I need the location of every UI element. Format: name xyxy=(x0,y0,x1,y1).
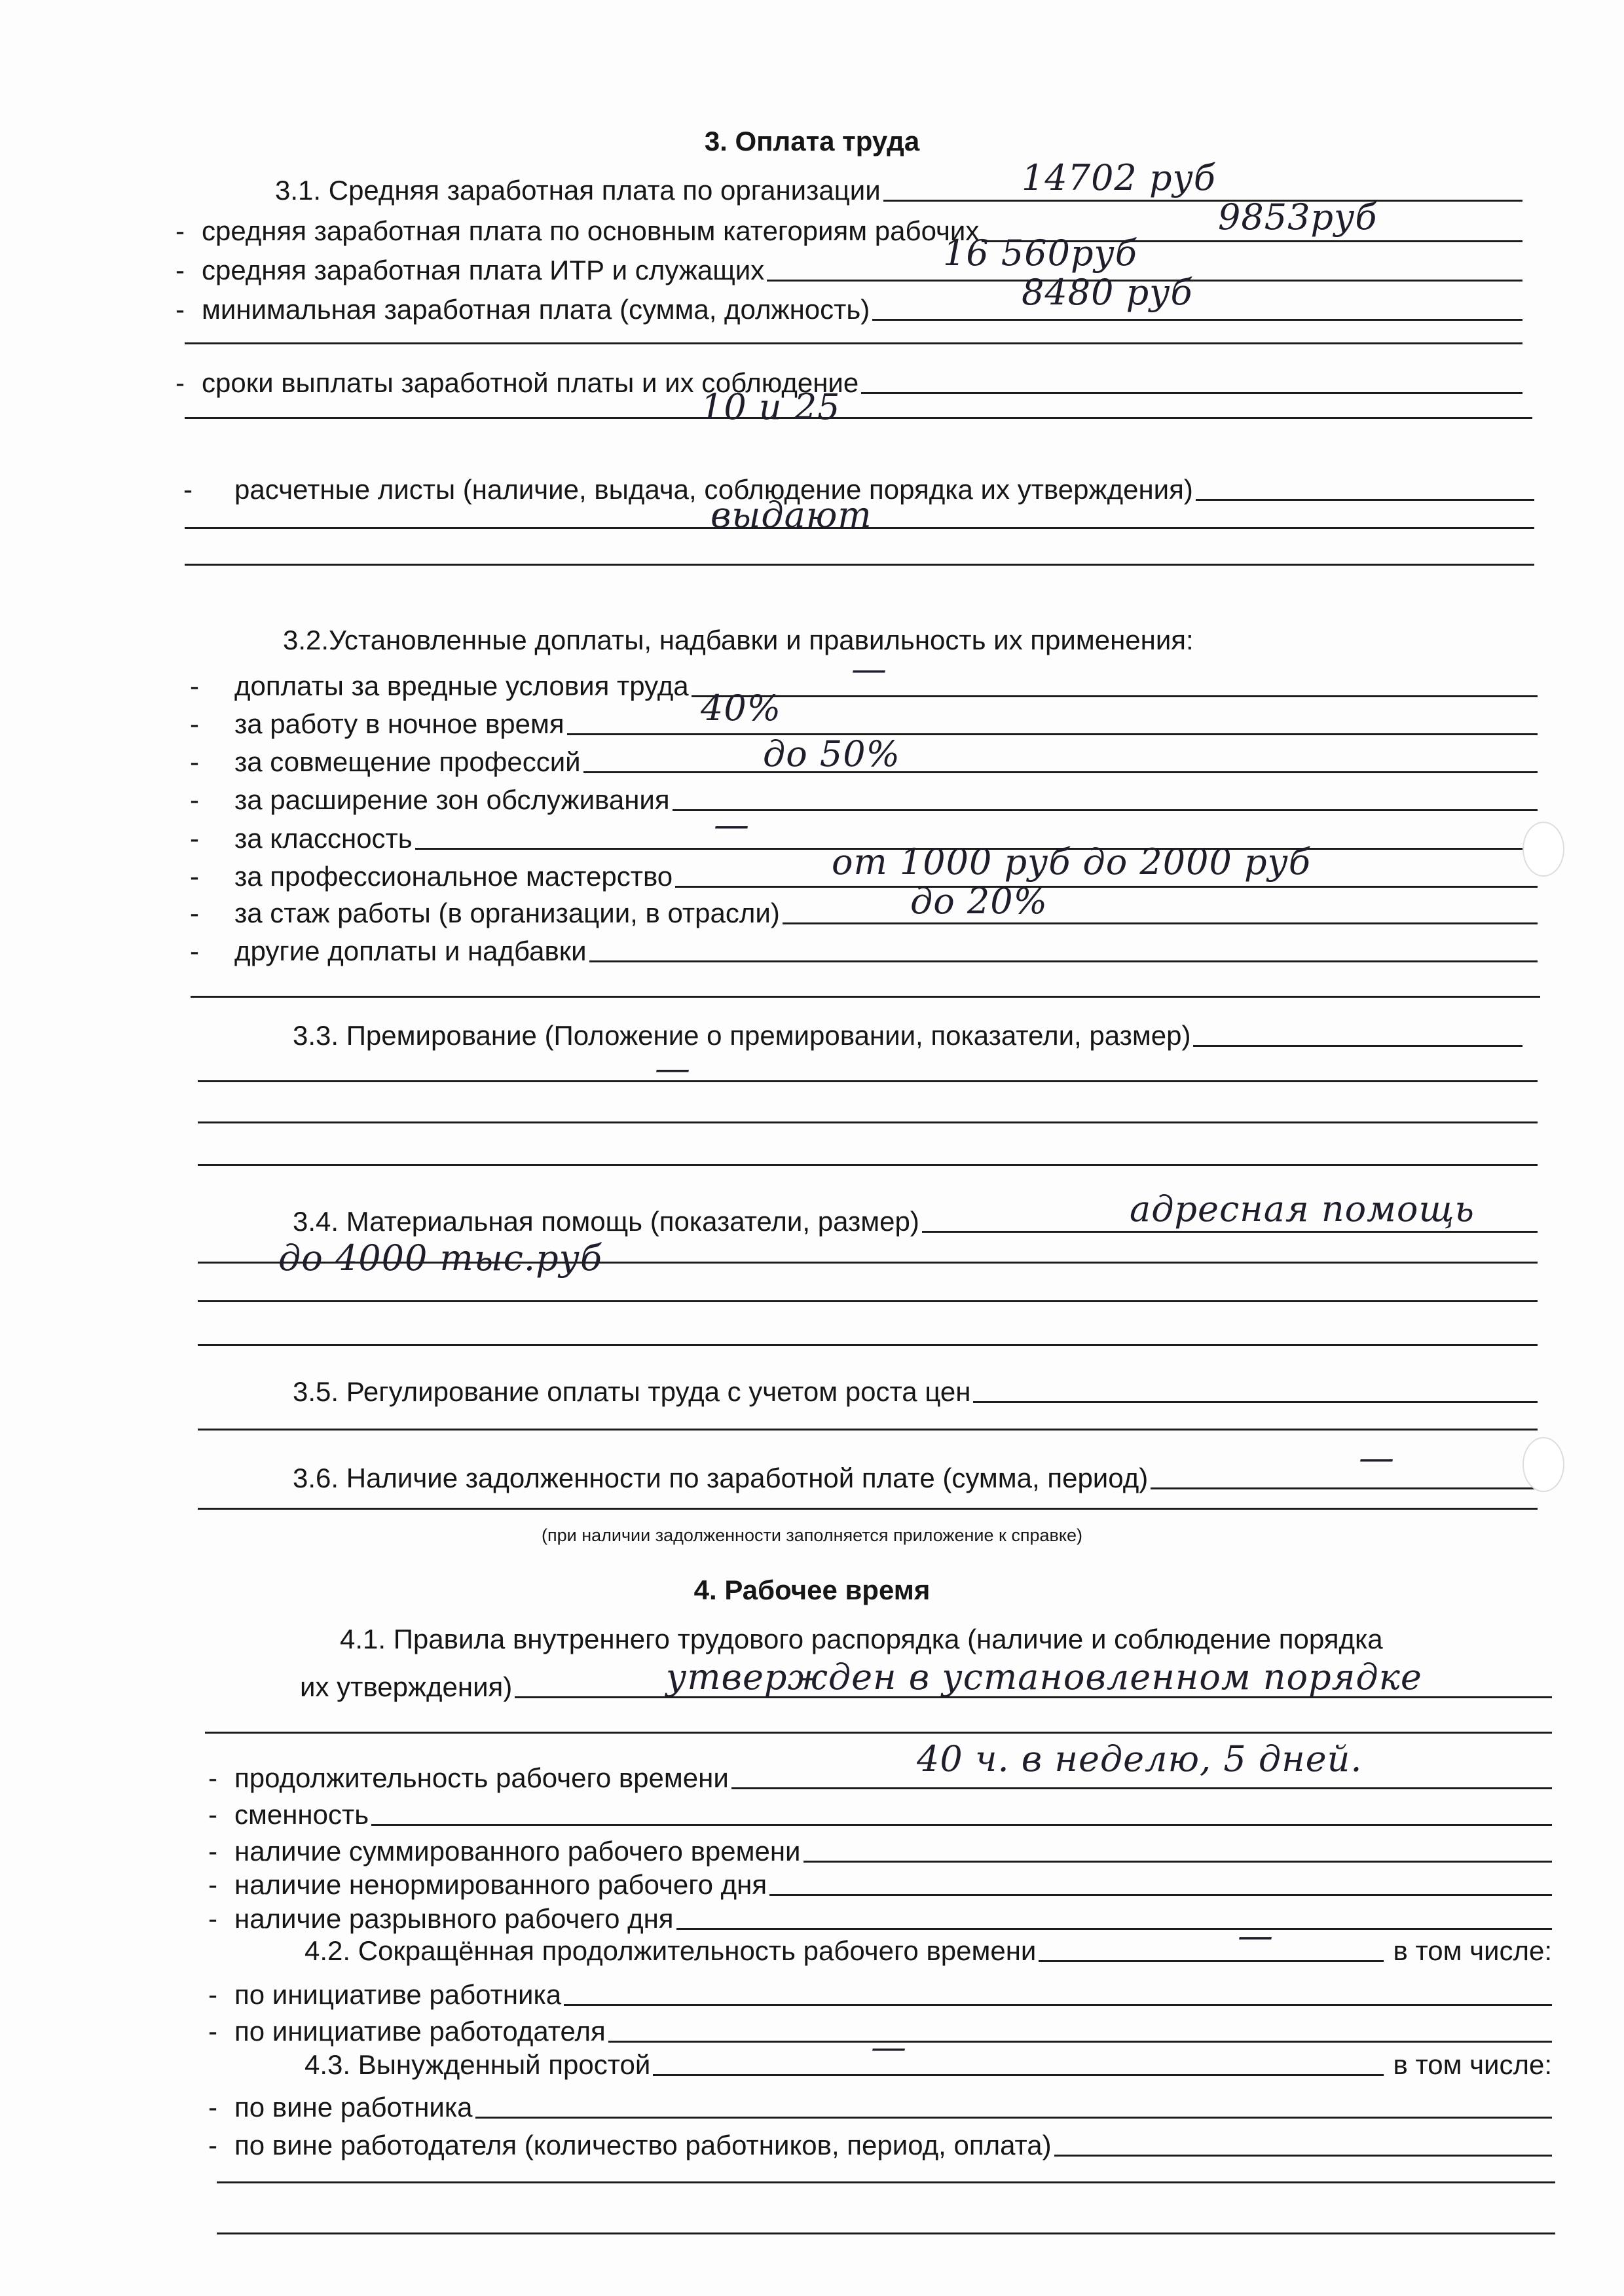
field-other-pay xyxy=(190,930,1538,965)
bullet-dash: - xyxy=(183,474,193,505)
field-pay-dates xyxy=(175,361,1522,397)
bullet-dash: - xyxy=(190,784,199,815)
bullet-dash: - xyxy=(208,1836,217,1867)
bullet-dash: - xyxy=(190,898,199,928)
fill-line[interactable] xyxy=(475,2117,1552,2119)
bullet-dash: - xyxy=(208,2016,217,2047)
field-label: доплаты за вредные условия труда xyxy=(234,670,689,701)
item-number: 4.3. xyxy=(304,2049,351,2080)
fill-line[interactable] xyxy=(198,1508,1538,1510)
fill-line[interactable] xyxy=(883,200,1522,202)
fill-line[interactable] xyxy=(583,771,1538,773)
field-label: за работу в ночное время xyxy=(234,708,564,739)
field-tail: в том числе: xyxy=(1393,2049,1552,2080)
fill-line[interactable] xyxy=(185,342,1522,344)
fill-line[interactable] xyxy=(217,2181,1555,2183)
item-number: 3.6. xyxy=(293,1463,339,1493)
field-label: Материальная помощь (показатели, размер) xyxy=(346,1206,919,1237)
fill-line[interactable] xyxy=(191,996,1540,998)
handwritten-value: — xyxy=(1359,1437,1395,1478)
punch-hole-mark xyxy=(1522,822,1564,877)
handwritten-value: до 4000 тыс.руб xyxy=(278,1237,602,1279)
fill-line[interactable] xyxy=(567,733,1538,735)
handwritten-value: от 1000 руб до 2000 руб xyxy=(832,841,1311,883)
field-label: Вынужденный простой xyxy=(358,2049,651,2080)
fill-line[interactable] xyxy=(653,2074,1384,2076)
fill-line[interactable] xyxy=(1151,1487,1538,1489)
field-label: продолжительность рабочего времени xyxy=(234,1762,729,1793)
field-internal-rules xyxy=(340,1618,1383,1653)
item-number: 3.3. xyxy=(293,1020,339,1051)
bullet-dash: - xyxy=(175,215,185,246)
handwritten-value: — xyxy=(871,2026,907,2068)
handwritten-value: 9853руб xyxy=(1218,196,1378,238)
field-label: Наличие задолженности по заработной плате (сумма, период) xyxy=(346,1463,1149,1493)
fill-line[interactable] xyxy=(198,1121,1538,1123)
fill-line[interactable] xyxy=(861,392,1522,394)
section-4-title: 4. Рабочее время xyxy=(693,1575,931,1605)
section-3-2-header xyxy=(283,619,1194,654)
fill-line[interactable] xyxy=(371,1824,1552,1826)
fill-line[interactable] xyxy=(589,960,1538,962)
fill-line[interactable] xyxy=(564,2004,1552,2006)
handwritten-value: — xyxy=(851,648,887,689)
field-label: их утверждения) xyxy=(300,1671,513,1702)
fill-line[interactable] xyxy=(185,564,1534,566)
bullet-dash: - xyxy=(175,294,185,325)
field-label: за совмещение профессий xyxy=(234,746,581,777)
field-label: по вине работника xyxy=(234,2092,473,2123)
field-min-salary xyxy=(175,288,1522,323)
item-number: 3.1. xyxy=(275,175,322,206)
fill-line[interactable] xyxy=(769,1894,1552,1896)
arrears-note: (при наличии задолженности заполняется приложение к справке) xyxy=(542,1525,1082,1545)
item-number: 3.5. xyxy=(293,1376,339,1407)
field-downtime xyxy=(304,2043,1552,2079)
field-label: наличие разрывного рабочего дня xyxy=(234,1903,674,1934)
fill-line[interactable] xyxy=(872,319,1522,321)
field-label: Средняя заработная плата по организации xyxy=(328,175,881,206)
fill-line[interactable] xyxy=(1196,499,1534,501)
handwritten-value: 14702 руб xyxy=(1022,157,1216,198)
field-reduced-hours xyxy=(304,1929,1552,1965)
field-label: за профессиональное мастерство xyxy=(234,861,673,892)
fill-line[interactable] xyxy=(922,1231,1538,1233)
bullet-dash: - xyxy=(190,936,199,966)
bullet-dash: - xyxy=(208,1869,217,1900)
field-label: другие доплаты и надбавки xyxy=(234,936,587,966)
handwritten-value: до 20% xyxy=(910,881,1048,922)
field-employee-initiative xyxy=(208,1973,1552,2009)
handwritten-value: до 50% xyxy=(763,733,900,774)
field-label: наличие суммированного рабочего времени xyxy=(234,1836,801,1867)
field-summed-time xyxy=(208,1830,1552,1865)
bullet-dash: - xyxy=(175,367,185,398)
fill-line[interactable] xyxy=(198,1344,1538,1346)
field-irregular-day xyxy=(208,1863,1552,1899)
fill-line[interactable] xyxy=(608,2041,1552,2043)
fill-line[interactable] xyxy=(198,1300,1538,1302)
fill-line[interactable] xyxy=(731,1787,1552,1789)
handwritten-value: — xyxy=(1238,1915,1274,1956)
fill-line[interactable] xyxy=(1193,1045,1522,1047)
bullet-dash: - xyxy=(190,861,199,892)
fill-line[interactable] xyxy=(198,1429,1538,1430)
field-label: Регулирование оплаты труда с учетом роста цен xyxy=(346,1376,971,1407)
fill-line[interactable] xyxy=(1039,1960,1384,1962)
fill-line[interactable] xyxy=(692,695,1538,697)
fill-line[interactable] xyxy=(783,922,1538,924)
bullet-dash: - xyxy=(208,2130,217,2160)
field-label: Сокращённая продолжительность рабочего времени xyxy=(358,1935,1037,1966)
item-number: 4.1. xyxy=(340,1624,386,1654)
fill-line[interactable] xyxy=(673,809,1538,811)
bullet-dash: - xyxy=(190,708,199,739)
field-bonuses xyxy=(293,1014,1522,1049)
field-label: за расширение зон обслуживания xyxy=(234,784,670,815)
field-employee-fault xyxy=(208,2086,1552,2121)
handwritten-value: — xyxy=(655,1048,691,1089)
bullet-dash: - xyxy=(190,746,199,777)
field-label: по инициативе работника xyxy=(234,1979,562,2010)
fill-line[interactable] xyxy=(205,1732,1552,1734)
field-label: сроки выплаты заработной платы и их соблюдение xyxy=(202,367,859,398)
handwritten-value: 40% xyxy=(701,687,782,729)
field-price-indexation xyxy=(293,1370,1538,1406)
bullet-dash: - xyxy=(208,2092,217,2123)
fill-line[interactable] xyxy=(198,1164,1538,1166)
fill-line[interactable] xyxy=(1054,2155,1552,2157)
bullet-dash: - xyxy=(190,670,199,701)
field-label: минимальная заработная плата (сумма, должность) xyxy=(202,294,870,325)
handwritten-value: — xyxy=(714,804,750,845)
bullet-dash: - xyxy=(190,823,199,854)
field-avg-salary-itr xyxy=(175,249,1522,284)
field-salary-arrears xyxy=(293,1457,1538,1492)
field-shifts xyxy=(208,1793,1552,1829)
item-number: 3.4. xyxy=(293,1206,339,1237)
field-label: по вине работодателя (количество работников, период, оплата) xyxy=(234,2130,1052,2160)
punch-hole-mark xyxy=(1522,1437,1564,1492)
field-label: средняя заработная плата ИТР и служащих xyxy=(202,255,765,285)
field-label: Премирование (Положение о премировании, показатели, размер) xyxy=(346,1020,1191,1051)
field-label: расчетные листы (наличие, выдача, соблюдение порядка их утверждения) xyxy=(234,474,1193,505)
handwritten-value: утвержден в установленном порядке xyxy=(666,1656,1422,1698)
handwritten-value: выдают xyxy=(710,494,872,536)
field-tail: в том числе: xyxy=(1393,1935,1552,1966)
fill-line[interactable] xyxy=(803,1861,1552,1863)
bullet-dash: - xyxy=(208,1762,217,1793)
handwritten-value: 8480 руб xyxy=(1022,272,1193,313)
field-split-day xyxy=(208,1897,1552,1933)
item-number: 3.2. xyxy=(283,625,329,655)
fill-line[interactable] xyxy=(217,2232,1555,2234)
field-label: Установленные доплаты, надбавки и правильность их применения: xyxy=(329,625,1194,655)
section-3-title: 3. Оплата труда xyxy=(704,126,920,156)
fill-line[interactable] xyxy=(675,886,1538,888)
fill-line[interactable] xyxy=(185,417,1532,419)
handwritten-value: 10 и 25 xyxy=(701,386,841,428)
field-label: по инициативе работодателя xyxy=(234,2016,606,2047)
field-label: средняя заработная плата по основным категориям рабочих xyxy=(202,215,980,246)
field-night-pay xyxy=(190,702,1538,738)
fill-line[interactable] xyxy=(198,1080,1538,1082)
fill-line[interactable] xyxy=(185,527,1534,529)
field-employer-fault xyxy=(208,2124,1552,2159)
handwritten-value: адресная помощь xyxy=(1130,1188,1475,1230)
fill-line[interactable] xyxy=(973,1401,1538,1403)
bullet-dash: - xyxy=(208,1979,217,2010)
field-label: наличие ненормированного рабочего дня xyxy=(234,1869,767,1900)
field-label: за классность xyxy=(234,823,413,854)
bullet-dash: - xyxy=(208,1799,217,1830)
handwritten-value: 16 560руб xyxy=(943,232,1137,274)
field-label: за стаж работы (в организации, в отрасли) xyxy=(234,898,780,928)
field-label: сменность xyxy=(234,1799,369,1830)
handwritten-value: 40 ч. в неделю, 5 дней. xyxy=(917,1738,1363,1779)
item-number: 4.2. xyxy=(304,1935,351,1966)
field-extended-service xyxy=(190,778,1538,814)
field-label: Правила внутреннего трудового распорядка (наличие и соблюдение порядка xyxy=(393,1624,1383,1654)
field-seniority-pay xyxy=(190,892,1538,927)
bullet-dash: - xyxy=(175,255,185,285)
bullet-dash: - xyxy=(208,1903,217,1934)
